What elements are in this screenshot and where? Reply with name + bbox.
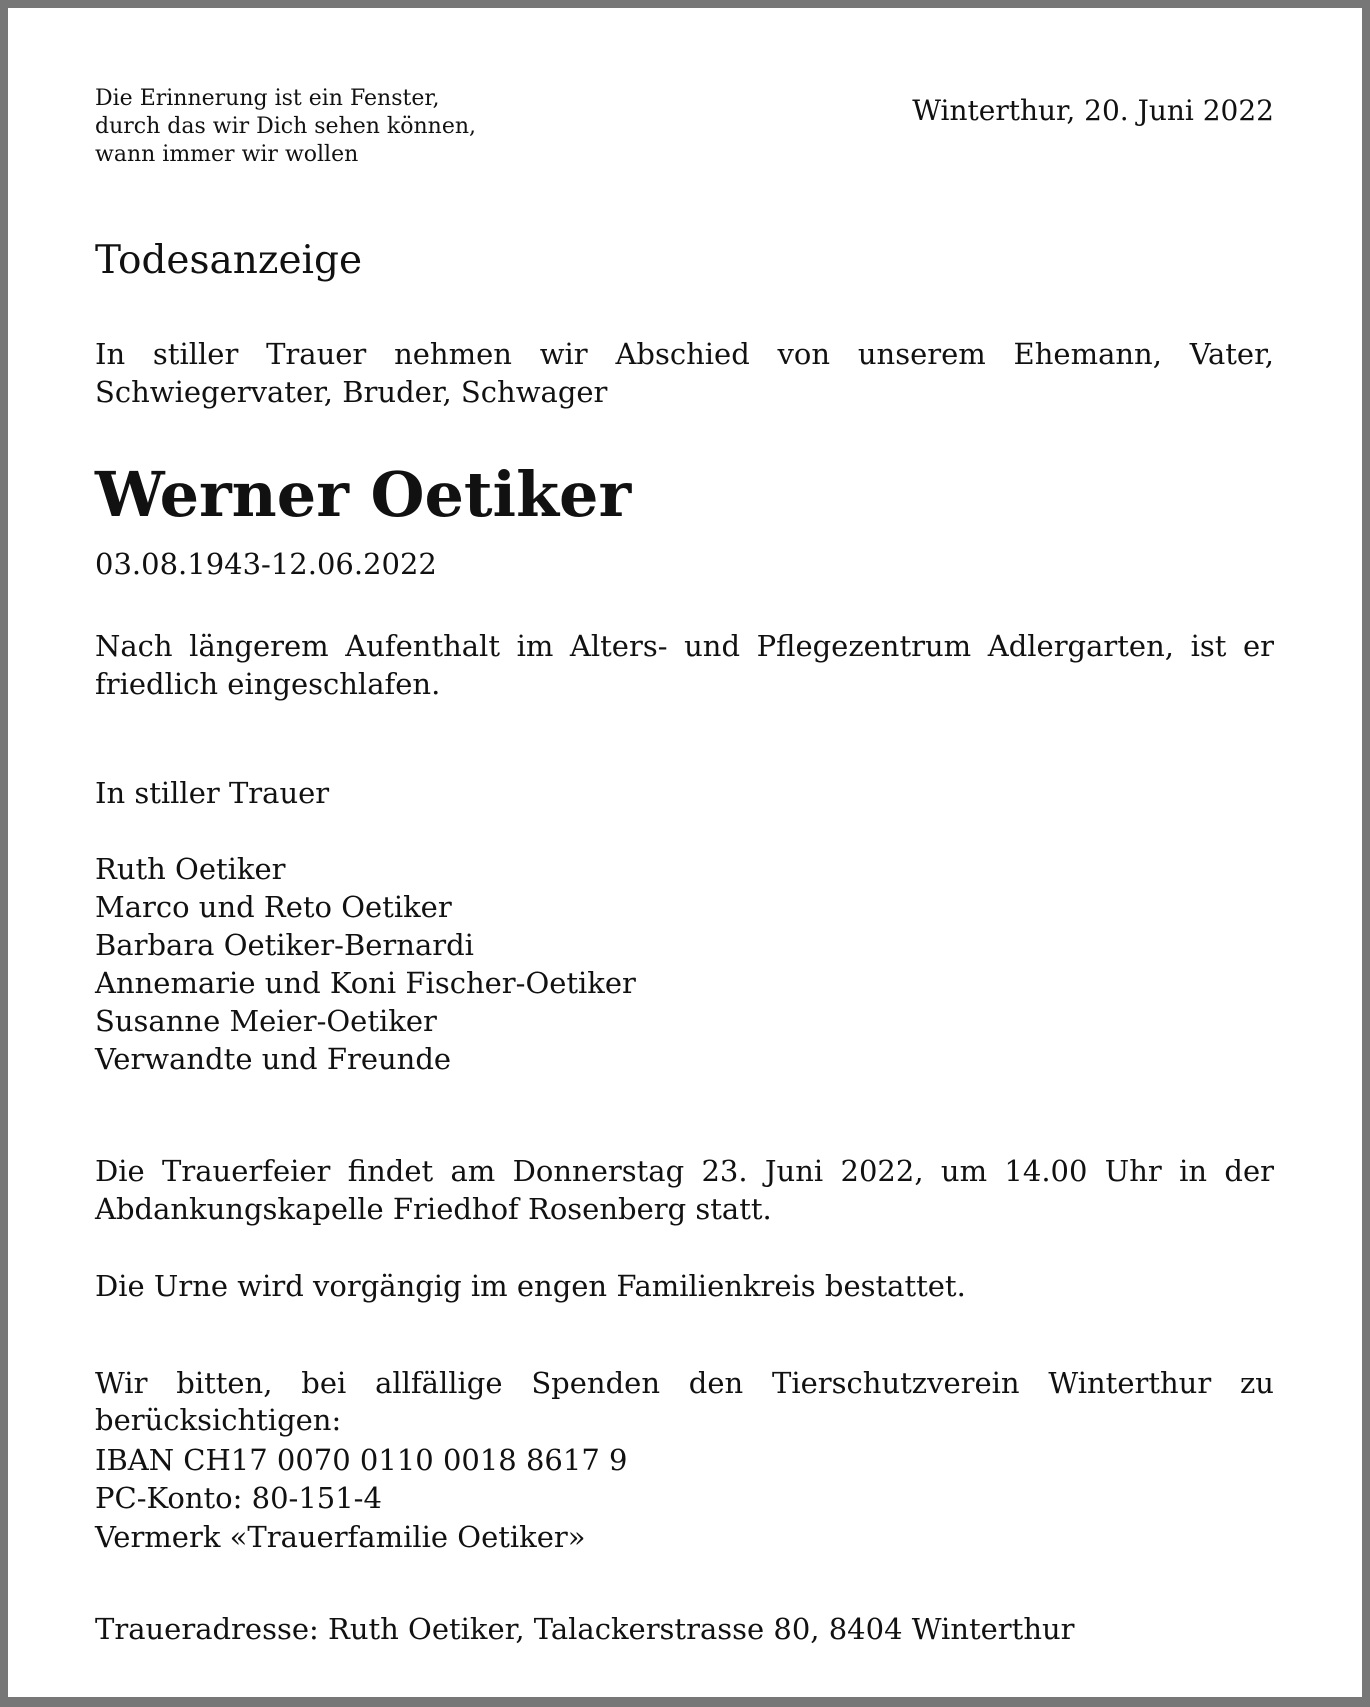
- mourners-intro: In stiller Trauer: [95, 776, 330, 810]
- deceased-name: Werner Oetiker: [95, 458, 632, 531]
- ceremony-text: Die Trauerfeier findet am Donnerstag 23. Juni 2022, um 14.00 Uhr in der Abdankungskapelle Friedhof Rosenberg statt.: [95, 1154, 1274, 1226]
- mourners-list: [95, 850, 636, 1078]
- urn-text: Die Urne wird vorgängig im engen Familienkreis bestattet.: [95, 1269, 966, 1303]
- mourner: Ruth Oetiker: [95, 852, 286, 886]
- mourner: Annemarie und Koni Fischer-Oetiker: [95, 966, 636, 1000]
- obituary-page: [8, 8, 1362, 1697]
- quote-line: Die Erinnerung ist ein Fenster,: [95, 86, 440, 111]
- vermerk: Vermerk «Trauerfamilie Oetiker»: [95, 1520, 586, 1554]
- life-dates: 03.08.1943-12.06.2022: [95, 547, 437, 581]
- heading: Todesanzeige: [95, 238, 363, 283]
- iban: IBAN CH17 0070 0110 0018 8617 9: [95, 1443, 628, 1477]
- pc-konto: PC-Konto: 80-151-4: [95, 1481, 382, 1515]
- quote-line: wann immer wir wollen: [95, 142, 359, 167]
- mourner: Barbara Oetiker-Bernardi: [95, 928, 474, 962]
- donation-text: Wir bitten, bei allfällige Spenden den Tierschutzverein Winterthur zu berücksichtigen:: [95, 1366, 1274, 1437]
- place-date: Winterthur, 20. Juni 2022: [912, 94, 1274, 127]
- intro-text: In stiller Trauer nehmen wir Abschied von unserem Ehemann, Vater, Schwiegervater, Bruder, Schwager: [95, 337, 1274, 409]
- mourner: Verwandte und Freunde: [95, 1042, 452, 1076]
- circumstance-text: Nach längerem Aufenthalt im Alters- und Pflegezentrum Adlergarten, ist er friedlich eingeschlafen.: [95, 629, 1274, 701]
- mourning-address: Traueradresse: Ruth Oetiker, Talackerstrasse 80, 8404 Winterthur: [95, 1612, 1075, 1646]
- mourner: Marco und Reto Oetiker: [95, 890, 452, 924]
- quote-line: durch das wir Dich sehen können,: [95, 114, 477, 139]
- quote: [95, 85, 476, 169]
- mourner: Susanne Meier-Oetiker: [95, 1004, 437, 1038]
